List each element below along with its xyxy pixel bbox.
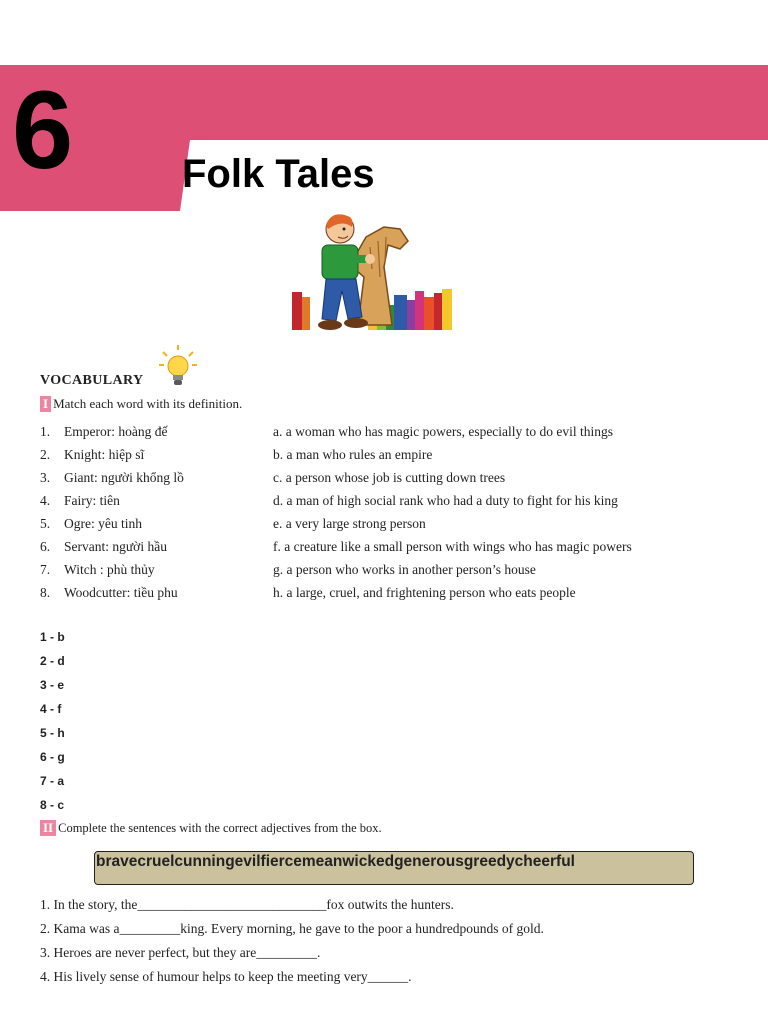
vocab-word: Witch : phù thủy [64, 562, 155, 577]
answer-item: 7 - a [40, 774, 65, 788]
answer-key [40, 628, 65, 820]
answer-item: 5 - h [40, 726, 65, 740]
vocab-word: Giant: người khổng lồ [64, 470, 184, 485]
answer-item: 2 - d [40, 654, 65, 668]
sentence-item: 4. His lively sense of humour helps to keep the meeting very______. [40, 969, 412, 984]
vocab-number: 1. [40, 424, 51, 439]
boy-with-wooden-horse-icon [288, 207, 468, 337]
section-one-badge: I [40, 396, 51, 412]
vocab-word: Woodcutter: tiều phu [64, 585, 178, 600]
adjective-word-box: bravecruelcunningevilfiercemeanwickedgenerousgreedycheerful [94, 851, 694, 885]
vocabulary-heading: VOCABULARY [40, 373, 144, 388]
lightbulb-icon [158, 344, 198, 388]
answer-item: 1 - b [40, 630, 65, 644]
sentence-item: 2. Kama was a_________king. Every morning, he gave to the poor a hundredpounds of gold. [40, 921, 544, 936]
vocab-definition: d. a man of high social rank who had a duty to fight for his king [273, 493, 618, 508]
sentence-item: 1. In the story, the____________________________fox outwits the hunters. [40, 897, 454, 912]
vocab-word: Knight: hiệp sĩ [64, 447, 145, 462]
section-one-text: Match each word with its definition. [53, 396, 243, 411]
vocab-number: 8. [40, 585, 51, 600]
section-two-badge: II [40, 820, 56, 836]
answer-item: 3 - e [40, 678, 65, 692]
vocab-word: Ogre: yêu tinh [64, 516, 142, 531]
vocab-definition: c. a person whose job is cutting down trees [273, 470, 506, 485]
vocab-number: 2. [40, 447, 51, 462]
unit-number: 6 [12, 69, 74, 192]
answer-item: 6 - g [40, 750, 65, 764]
vocab-definition: h. a large, cruel, and frightening person who eats people [273, 585, 576, 600]
vocab-definition: e. a very large strong person [273, 516, 426, 531]
vocab-number: 7. [40, 562, 51, 577]
section-two-instruction [40, 820, 382, 836]
section-two-text: Complete the sentences with the correct adjectives from the box. [58, 821, 382, 835]
section-one-instruction [40, 396, 242, 412]
vocab-definition: g. a person who works in another person’s house [273, 562, 536, 577]
vocab-word: Emperor: hoàng đế [64, 424, 168, 439]
answer-item: 8 - c [40, 798, 65, 812]
vocab-number: 6. [40, 539, 51, 554]
vocab-number: 3. [40, 470, 51, 485]
vocab-number: 5. [40, 516, 51, 531]
answer-item: 4 - f [40, 702, 62, 716]
vocab-number: 4. [40, 493, 51, 508]
vocab-definition: f. a creature like a small person with wings who has magic powers [273, 539, 632, 554]
vocab-word: Servant: người hầu [64, 539, 167, 554]
vocab-word: Fairy: tiên [64, 493, 120, 508]
sentence-list [40, 895, 544, 991]
vocab-definition: a. a woman who has magic powers, especially to do evil things [273, 424, 614, 439]
sentence-item: 3. Heroes are never perfect, but they are_________. [40, 945, 321, 960]
unit-title: Folk Tales [182, 152, 375, 196]
vocab-definition: b. a man who rules an empire [273, 447, 433, 462]
